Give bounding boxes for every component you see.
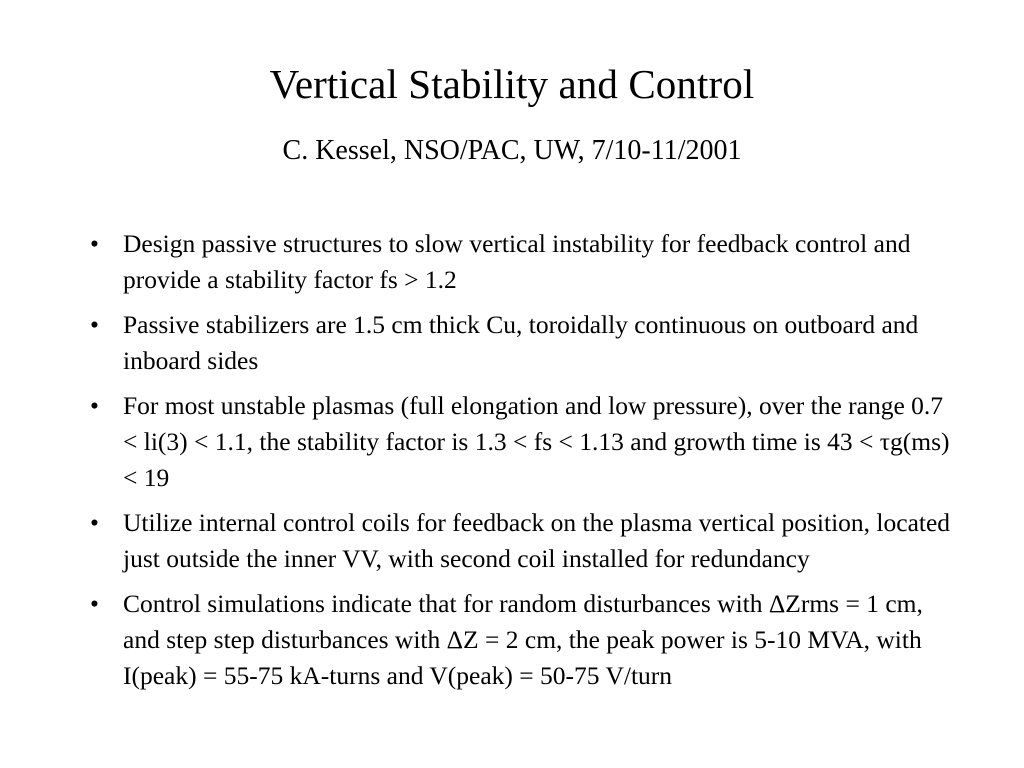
list-item	[88, 307, 954, 379]
list-item	[88, 226, 954, 298]
slide-bullet-list	[88, 226, 954, 694]
bullet-point-icon: •	[90, 229, 99, 258]
bullet-text: For most unstable plasmas (full elongation and low pressure), over the range 0.7 < li(3) < 1.1, the stability factor is 1.3 < fs < 1.13 and growth time is 43 < τg(ms) < 19	[123, 391, 950, 492]
list-item	[88, 505, 954, 577]
bullet-text: Control simulations indicate that for random disturbances with ΔZrms = 1 cm, and step step disturbances with ΔZ = 2 cm, the peak power is 5-10 MVA, with I(peak) = 55-75 kA-turns and V(peak) = 50-75 V/turn	[123, 589, 923, 690]
bullet-text: Design passive structures to slow vertical instability for feedback control and provide a stability factor fs > 1.2	[123, 229, 911, 294]
slide-title: Vertical Stability and Control	[269, 61, 755, 108]
bullet-point-icon: •	[90, 391, 99, 420]
list-item	[88, 586, 954, 694]
bullet-text: Utilize internal control coils for feedback on the plasma vertical position, located just outside the inner VV, with second coil installed for redundancy	[123, 508, 951, 573]
bullet-point-icon: •	[90, 310, 99, 339]
bullet-point-icon: •	[90, 589, 99, 618]
list-item	[88, 388, 954, 496]
slide-subtitle-byline: C. Kessel, NSO/PAC, UW, 7/10-11/2001	[282, 135, 742, 166]
bullet-text: Passive stabilizers are 1.5 cm thick Cu, toroidally continuous on outboard and inboard sides	[123, 310, 919, 375]
bullet-point-icon: •	[90, 508, 99, 537]
